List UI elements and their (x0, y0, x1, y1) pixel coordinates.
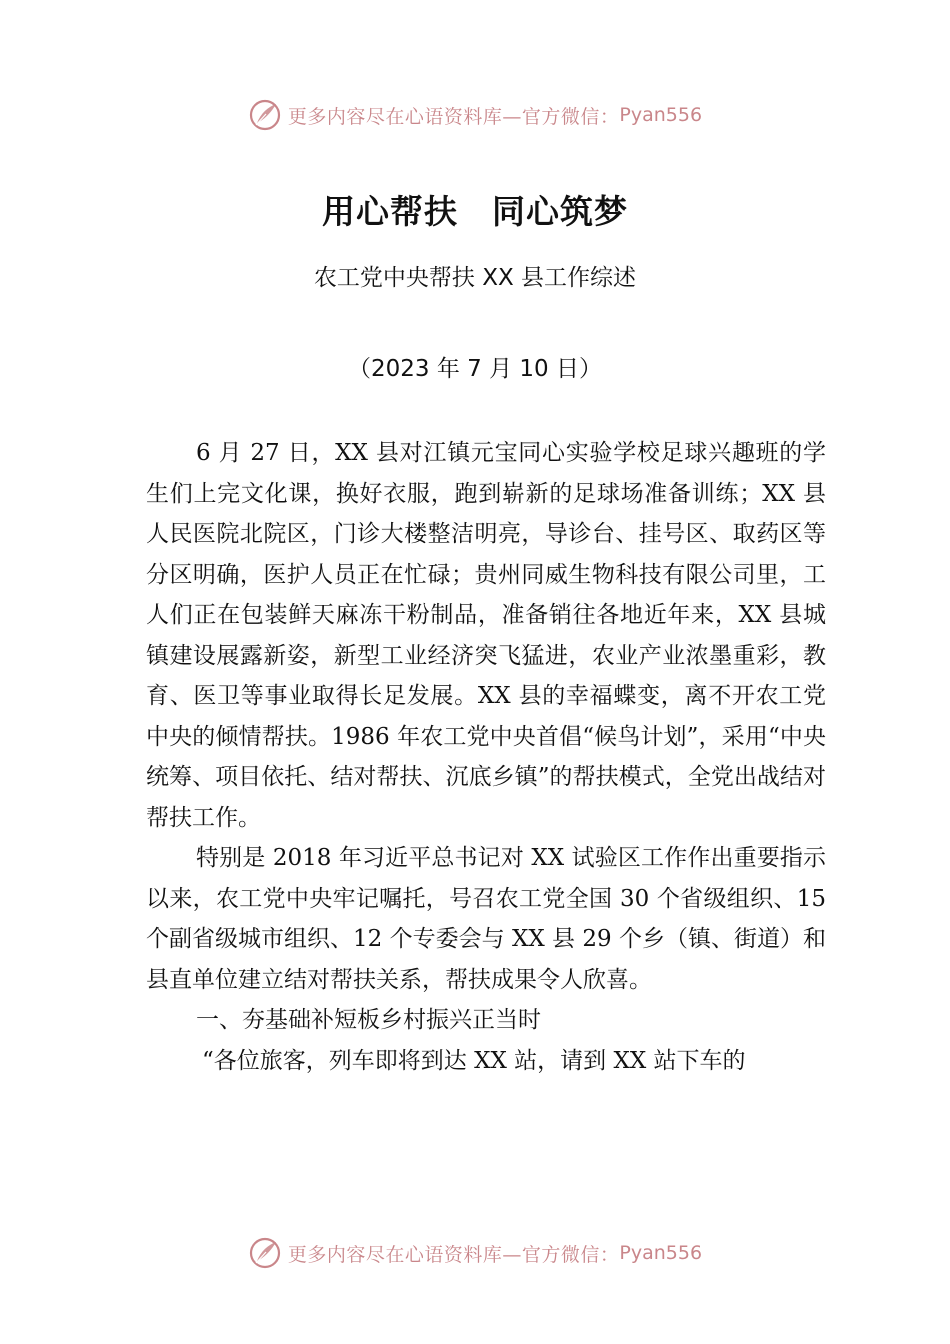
document-body (146, 433, 826, 1081)
paragraph: 6 月 27 日，XX 县对江镇元宝同心实验学校足球兴趣班的学生们上完文化课，换好衣服，跑到崭新的足球场准备训练；XX 县人民医院北院区，门诊大楼整洁明亮，导诊台、挂号区、取药区等分区明确，医护人员正在忙碌；贵州同威生物科技有限公司里，工人们正在包装鲜天麻冻干粉制品，准备销往各地近年来，XX 县城镇建设展露新姿，新型工业经济突飞猛进，农业产业浓墨重彩，教育、医卫等事业取得长足发展。XX 县的幸福蝶变，离不开农工党中央的倾情帮扶。1986 年农工党中央首倡“候鸟计划”，采用“中央统筹、项目依托、结对帮扶、沉底乡镇”的帮扶模式，全党出战结对帮扶工作。 (146, 440, 826, 831)
section-heading: 一、夯基础补短板乡村振兴正当时 (196, 1007, 541, 1033)
watermark-footer (0, 1233, 950, 1273)
feather-pen-logo (248, 98, 282, 132)
watermark-wechat-id: Pyan556 (619, 1242, 703, 1264)
document-title: 用心帮扶 同心筑梦 (322, 192, 628, 231)
document-date: （2023 年 7 月 10 日） (348, 356, 602, 382)
feather-pen-logo (248, 1236, 282, 1270)
watermark-header (0, 95, 950, 135)
paragraph: 特别是 2018 年习近平总书记对 XX 试验区工作作出重要指示以来，农工党中央牢记嘱托，号召农工党全国 30 个省级组织、15 个副省级城市组织、12 个专委会与 XX 县 29 个乡（镇、街道）和县直单位建立结对帮扶关系，帮扶成果令人欣喜。 (146, 845, 826, 993)
document-subtitle: 农工党中央帮扶 XX 县工作综述 (313, 265, 637, 291)
watermark-text: 更多内容尽在心语资料库—官方微信： (287, 105, 620, 128)
watermark-text: 更多内容尽在心语资料库—官方微信： (287, 1243, 620, 1266)
paragraph: “各位旅客，列车即将到达 XX 站，请到 XX 站下车的 (202, 1047, 746, 1074)
watermark-wechat-id: Pyan556 (619, 104, 703, 126)
